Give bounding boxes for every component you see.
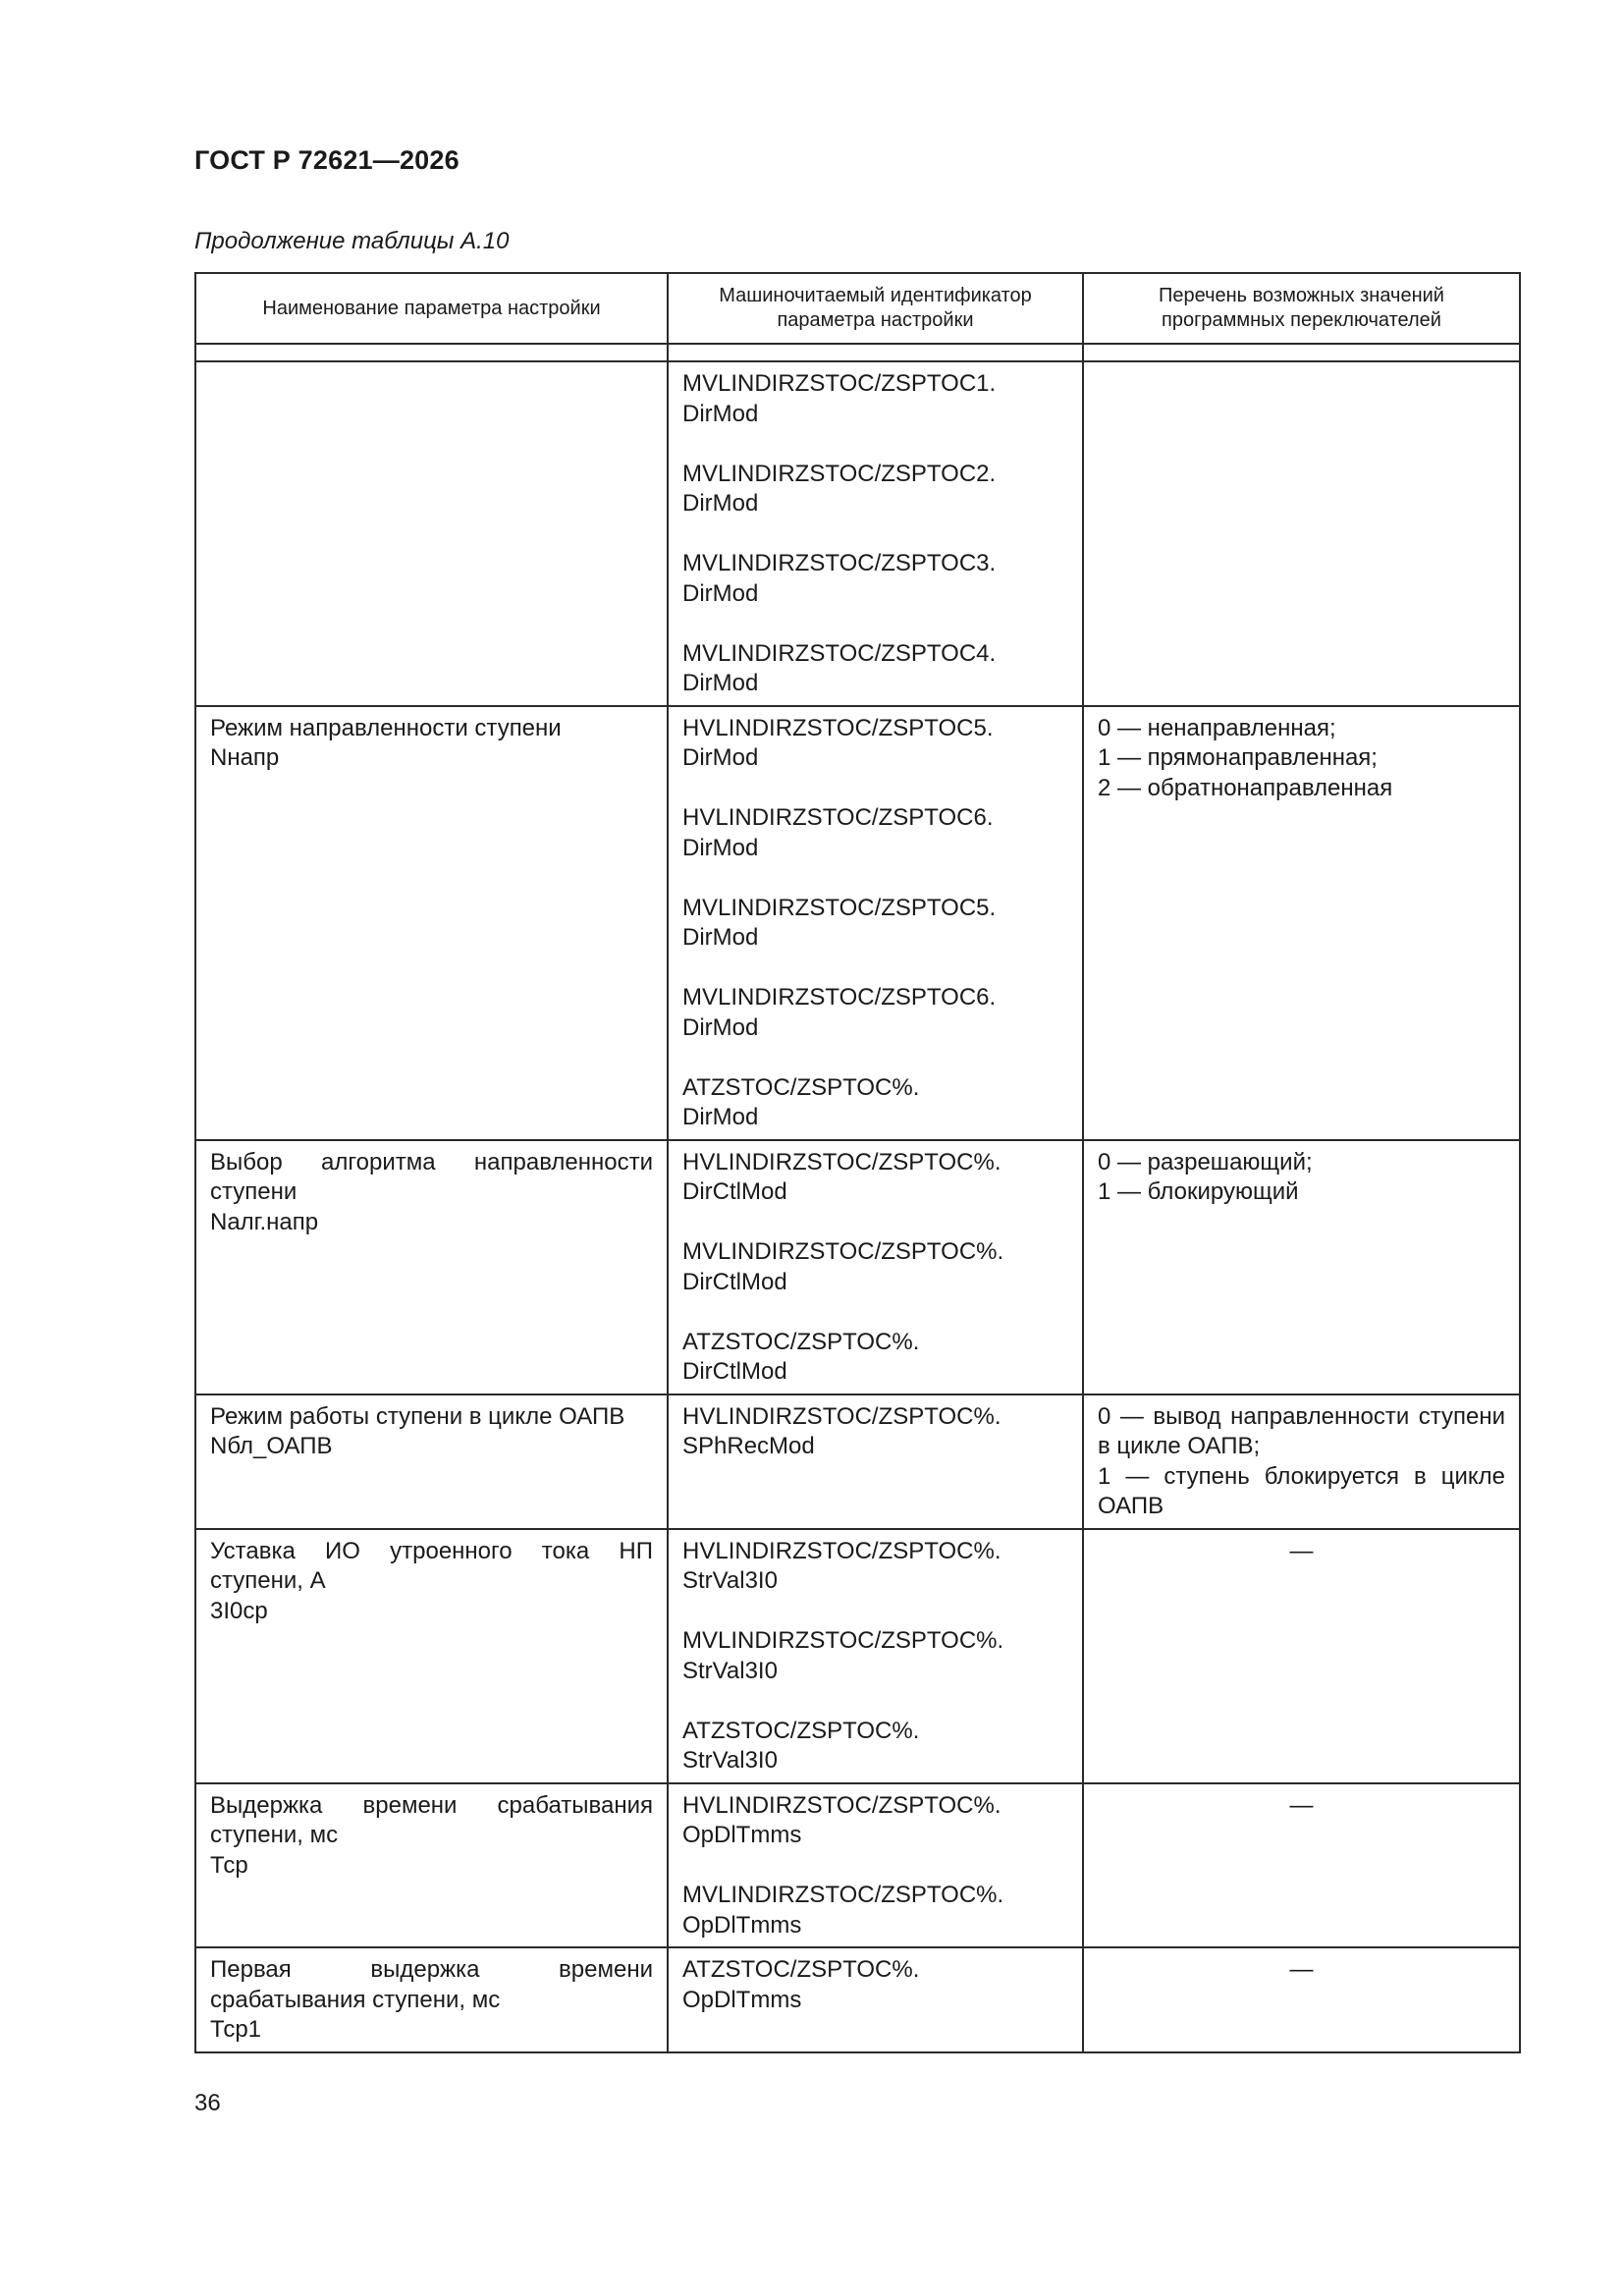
identifier-cell bbox=[668, 361, 1083, 706]
header-separator bbox=[195, 344, 1520, 361]
identifier-attribute: OpDlTmms bbox=[682, 1822, 802, 1848]
value-item: 0 — ненаправленная; bbox=[1098, 714, 1336, 741]
parameter-symbol: Nнапр bbox=[210, 744, 280, 771]
value-item: 1 — блокирующий bbox=[1098, 1178, 1299, 1205]
identifier-entry bbox=[682, 460, 1068, 519]
identifier-attribute: OpDlTmms bbox=[682, 1986, 802, 2013]
identifier-attribute: DirMod bbox=[682, 924, 759, 951]
values-cell bbox=[1083, 706, 1520, 1140]
value-item: 1 — ступень блокируется в цикле ОАПВ bbox=[1098, 1462, 1505, 1519]
identifier-entry bbox=[682, 1881, 1068, 1941]
parameter-symbol: 3I0ср bbox=[210, 1597, 268, 1624]
values-cell bbox=[1083, 361, 1520, 706]
identifier-entry bbox=[682, 639, 1068, 699]
table-row bbox=[195, 361, 1520, 706]
identifier-cell bbox=[668, 1140, 1083, 1394]
table-row bbox=[195, 1947, 1520, 2052]
parameters-table bbox=[194, 272, 1521, 2053]
identifier-path: ATZSTOC/ZSPTOC%. bbox=[682, 1328, 920, 1355]
identifier-path: MVLINDIRZSTOC/ZSPTOC5. bbox=[682, 894, 997, 921]
identifier-path: MVLINDIRZSTOC/ZSPTOC3. bbox=[682, 550, 997, 576]
table-row bbox=[195, 1529, 1520, 1783]
identifier-entry bbox=[682, 1148, 1068, 1208]
identifier-entry bbox=[682, 1717, 1068, 1777]
identifier-attribute: StrVal3I0 bbox=[682, 1567, 778, 1594]
identifier-entry bbox=[682, 983, 1068, 1043]
parameter-name: Режим работы ступени в цикле ОАПВ bbox=[210, 1402, 625, 1430]
parameter-name-cell bbox=[195, 361, 668, 706]
identifier-attribute: DirMod bbox=[682, 1013, 759, 1041]
identifier-entry bbox=[682, 1328, 1068, 1388]
value-item: 2 — обратнонаправленная bbox=[1098, 774, 1393, 801]
identifier-entry bbox=[682, 1791, 1068, 1851]
identifier-path: MVLINDIRZSTOC/ZSPTOC%. bbox=[682, 1238, 1004, 1265]
table-row bbox=[195, 1783, 1520, 1948]
identifier-path: MVLINDIRZSTOC/ZSPTOC6. bbox=[682, 984, 997, 1011]
identifier-cell bbox=[668, 1529, 1083, 1783]
identifier-entry bbox=[682, 1073, 1068, 1133]
identifier-entry bbox=[682, 714, 1068, 774]
parameter-name: Выбор алгоритма направленности ступени bbox=[210, 1148, 653, 1205]
table-caption: Продолжение таблицы А.10 bbox=[194, 228, 510, 254]
values-cell bbox=[1083, 1783, 1520, 1948]
no-values-dash: — bbox=[1289, 1791, 1314, 1819]
parameter-symbol: Nбл_ОАПВ bbox=[210, 1433, 333, 1459]
identifier-entry bbox=[682, 549, 1068, 609]
identifier-entry bbox=[682, 1402, 1068, 1462]
identifier-path: HVLINDIRZSTOC/ZSPTOC6. bbox=[682, 804, 994, 831]
identifier-attribute: DirMod bbox=[682, 400, 759, 427]
value-item: 1 — прямонаправленная; bbox=[1098, 744, 1378, 771]
identifier-attribute: DirCtlMod bbox=[682, 1268, 787, 1295]
identifier-cell bbox=[668, 1947, 1083, 2052]
identifier-path: HVLINDIRZSTOC/ZSPTOC%. bbox=[682, 1148, 1001, 1175]
identifier-entry bbox=[682, 1955, 1068, 2015]
identifier-entry bbox=[682, 1626, 1068, 1686]
parameter-symbol: Тср bbox=[210, 1851, 248, 1879]
identifier-path: MVLINDIRZSTOC/ZSPTOC4. bbox=[682, 639, 997, 667]
identifier-attribute: StrVal3I0 bbox=[682, 1657, 778, 1684]
parameter-name-cell bbox=[195, 1947, 668, 2052]
value-item: 0 — разрешающий; bbox=[1098, 1148, 1313, 1175]
parameter-name: Первая выдержка времени срабатывания ступени, мс bbox=[210, 1956, 653, 2013]
no-values-dash: — bbox=[1289, 1956, 1314, 1983]
identifier-entry bbox=[682, 1537, 1068, 1597]
identifier-path: HVLINDIRZSTOC/ZSPTOC%. bbox=[682, 1791, 1001, 1819]
identifier-cell bbox=[668, 1783, 1083, 1948]
identifier-attribute: DirCtlMod bbox=[682, 1358, 787, 1385]
identifier-path: MVLINDIRZSTOC/ZSPTOC1. bbox=[682, 370, 997, 397]
no-values-dash: — bbox=[1289, 1537, 1314, 1564]
page-number: 36 bbox=[194, 2090, 221, 2116]
value-item: 0 — вывод направленности ступени в цикле ОАПВ; bbox=[1098, 1402, 1505, 1459]
identifier-attribute: DirMod bbox=[682, 490, 759, 517]
identifier-attribute: DirCtlMod bbox=[682, 1178, 787, 1205]
identifier-entry bbox=[682, 894, 1068, 954]
identifier-path: MVLINDIRZSTOC/ZSPTOC%. bbox=[682, 1882, 1004, 1908]
identifier-attribute: DirMod bbox=[682, 579, 759, 607]
parameter-name: Выдержка времени срабатывания ступени, мс bbox=[210, 1791, 653, 1848]
identifier-attribute: SPhRecMod bbox=[682, 1433, 815, 1459]
parameter-name-cell bbox=[195, 706, 668, 1140]
identifier-path: HVLINDIRZSTOC/ZSPTOC%. bbox=[682, 1537, 1001, 1564]
identifier-attribute: DirMod bbox=[682, 670, 759, 696]
identifier-attribute: DirMod bbox=[682, 834, 759, 861]
table-header-row bbox=[195, 273, 1520, 344]
identifier-cell bbox=[668, 706, 1083, 1140]
identifier-entry bbox=[682, 369, 1068, 429]
identifier-attribute: DirMod bbox=[682, 1104, 759, 1130]
document-header: ГОСТ Р 72621—2026 bbox=[194, 145, 460, 175]
table-row bbox=[195, 1394, 1520, 1529]
identifier-path: ATZSTOC/ZSPTOC%. bbox=[682, 1956, 920, 1983]
identifier-attribute: DirMod bbox=[682, 744, 759, 771]
identifier-path: HVLINDIRZSTOC/ZSPTOC%. bbox=[682, 1402, 1001, 1430]
parameter-name-cell bbox=[195, 1394, 668, 1529]
table-row bbox=[195, 706, 1520, 1140]
parameter-name-cell bbox=[195, 1783, 668, 1948]
identifier-cell bbox=[668, 1394, 1083, 1529]
parameter-name-cell bbox=[195, 1140, 668, 1394]
parameter-symbol: Nалг.напр bbox=[210, 1208, 319, 1235]
values-cell bbox=[1083, 1529, 1520, 1783]
table-row bbox=[195, 1140, 1520, 1394]
column-header-identifier: Машиночитаемый идентификатор параметра настройки bbox=[668, 273, 1083, 344]
identifier-path: MVLINDIRZSTOC/ZSPTOC%. bbox=[682, 1627, 1004, 1654]
parameter-name: Уставка ИО утроенного тока НП ступени, А bbox=[210, 1537, 653, 1594]
column-header-name: Наименование параметра настройки bbox=[195, 273, 668, 344]
parameter-symbol: Тср1 bbox=[210, 2016, 262, 2043]
identifier-entry bbox=[682, 1237, 1068, 1297]
values-cell bbox=[1083, 1140, 1520, 1394]
values-cell bbox=[1083, 1394, 1520, 1529]
identifier-path: MVLINDIRZSTOC/ZSPTOC2. bbox=[682, 460, 997, 487]
identifier-path: ATZSTOC/ZSPTOC%. bbox=[682, 1717, 920, 1744]
identifier-path: ATZSTOC/ZSPTOC%. bbox=[682, 1073, 920, 1101]
identifier-attribute: OpDlTmms bbox=[682, 1911, 802, 1939]
parameter-name-cell bbox=[195, 1529, 668, 1783]
identifier-path: HVLINDIRZSTOC/ZSPTOC5. bbox=[682, 714, 994, 741]
identifier-attribute: StrVal3I0 bbox=[682, 1747, 778, 1774]
identifier-entry bbox=[682, 803, 1068, 863]
parameter-name: Режим направленности ступени bbox=[210, 714, 562, 741]
values-cell bbox=[1083, 1947, 1520, 2052]
column-header-values: Перечень возможных значений программных переключателей bbox=[1083, 273, 1520, 344]
